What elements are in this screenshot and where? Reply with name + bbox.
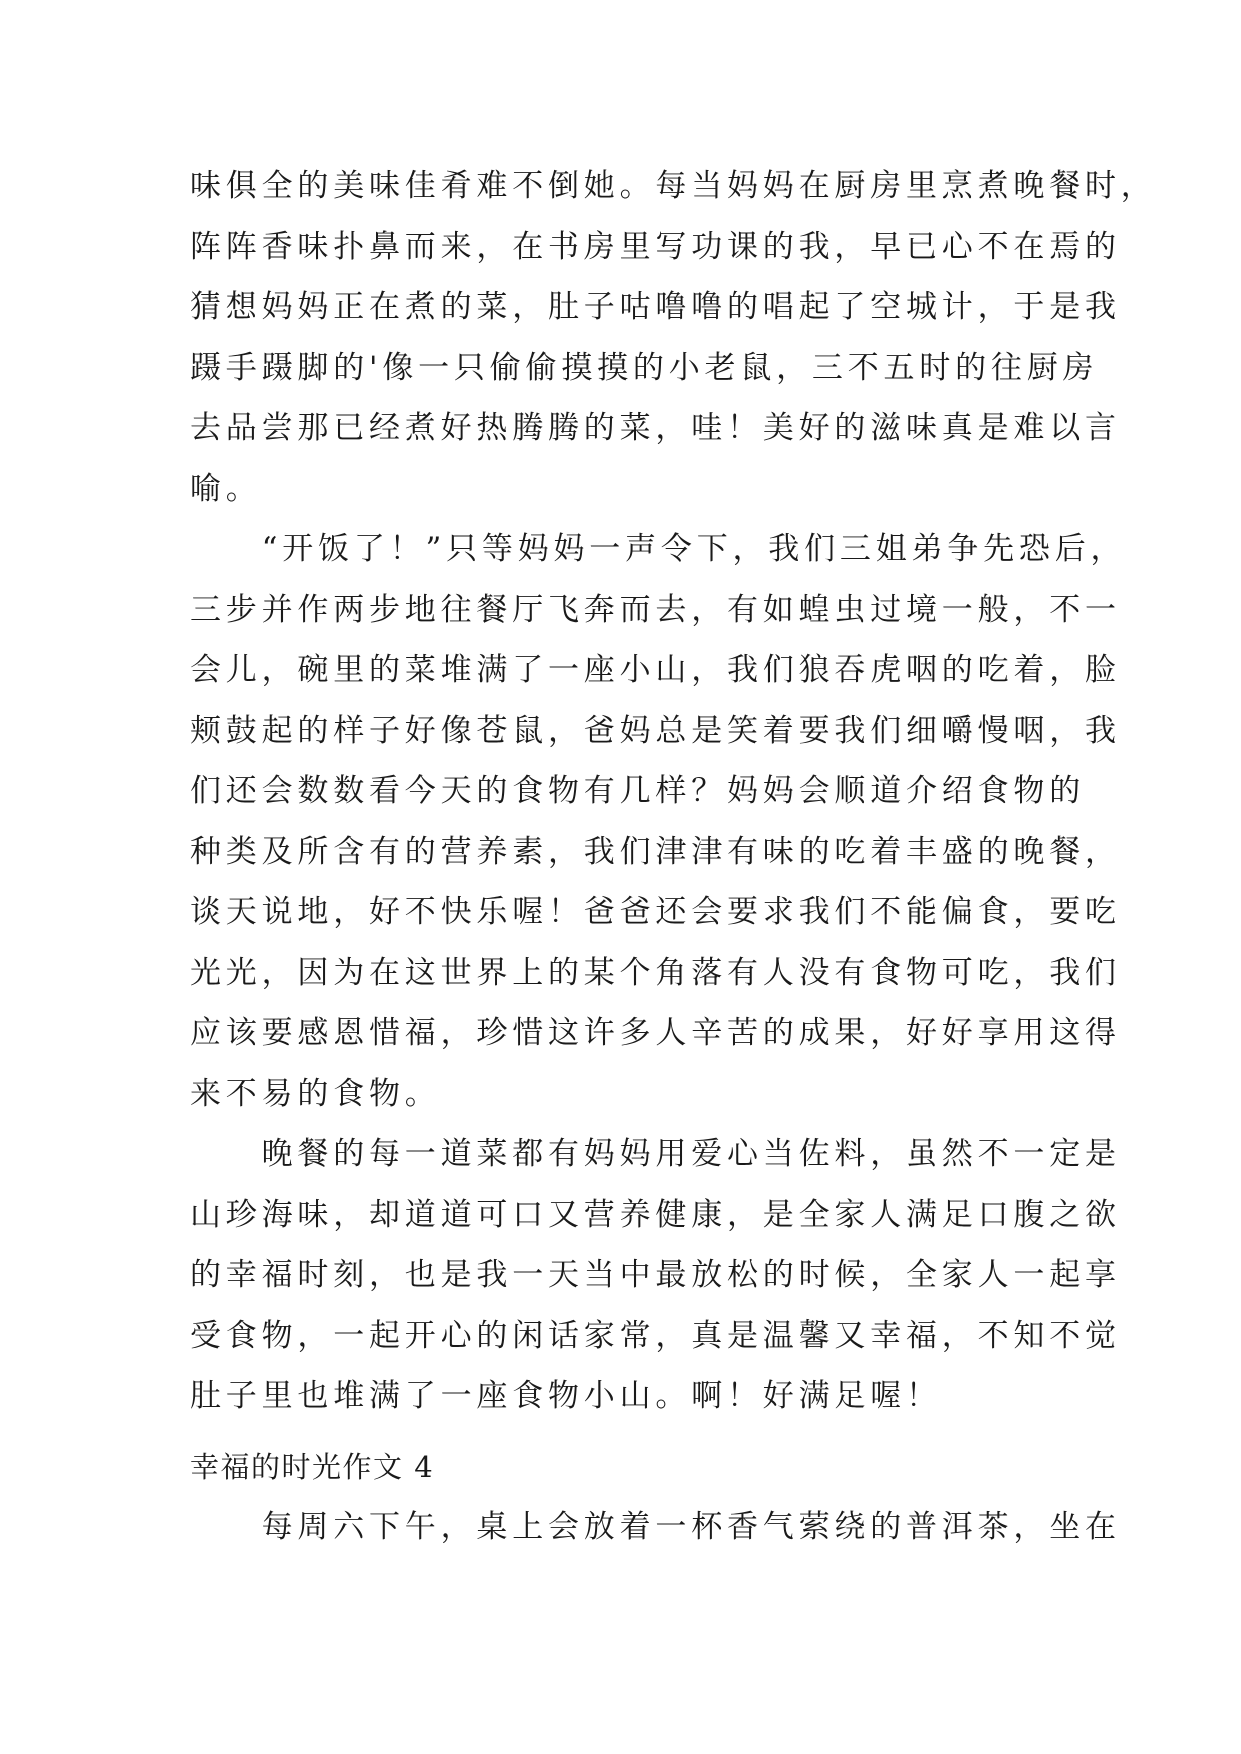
text-line: 会儿，碗里的菜堆满了一座小山，我们狼吞虎咽的吃着，脸 xyxy=(190,652,1121,688)
text-line: 光光，因为在这世界上的某个角落有人没有食物可吃，我们 xyxy=(190,954,1121,991)
text-line: 山珍海味，却道道可口又营养健康，是全家人满足口腹之欲 xyxy=(190,1196,1121,1233)
text-line: 阵阵香味扑鼻而来，在书房里写功课的我，早已心不在焉的 xyxy=(190,228,1121,265)
text-line: 种类及所含有的营养素，我们津津有味的吃着丰盛的晚餐， xyxy=(190,833,1121,870)
text-line: 们还会数数看今天的食物有几样？妈妈会顺道介绍食物的 xyxy=(190,773,1085,809)
paragraph-2 xyxy=(190,519,1127,1124)
text-line: 去品尝那已经煮好热腾腾的菜，哇！美好的滋味真是难以言 xyxy=(190,410,1121,446)
text-line: “开饭了！”只等妈妈一声令下，我们三姐弟争先恐后， xyxy=(190,531,1127,567)
text-line: 每周六下午，桌上会放着一杯香气萦绕的普洱茶，坐在 xyxy=(190,1509,1121,1545)
text-line: 三步并作两步地往餐厅飞奔而去，有如蝗虫过境一般，不一 xyxy=(190,591,1121,628)
text-line: 喻。 xyxy=(190,470,262,507)
text-line: 猜想妈妈正在煮的菜，肚子咕噜噜的唱起了空城计，于是我 xyxy=(190,289,1121,325)
text-line: 晚餐的每一道菜都有妈妈用爱心当佐料，虽然不一定是 xyxy=(190,1136,1121,1172)
text-line: 颊鼓起的样子好像苍鼠，爸妈总是笑着要我们细嚼慢咽，我 xyxy=(190,712,1121,749)
text-line: 的幸福时刻，也是我一天当中最放松的时候，全家人一起享 xyxy=(190,1257,1121,1293)
section-heading: 幸福的时光作文 4 xyxy=(190,1450,435,1484)
text-line: 应该要感恩惜福，珍惜这许多人辛苦的成果，好好享用这得 xyxy=(190,1015,1121,1051)
text-line: 谈天说地，好不快乐喔！爸爸还会要求我们不能偏食，要吃 xyxy=(190,894,1121,930)
text-line: 味俱全的美味佳肴难不倒她。每当妈妈在厨房里烹煮晚餐时， xyxy=(190,168,1157,204)
text-line: 来不易的食物。 xyxy=(190,1075,441,1112)
text-line: 蹑手蹑脚的'像一只偷偷摸摸的小老鼠，三不五时的往厨房 xyxy=(190,349,1099,386)
text-line: 肚子里也堆满了一座食物小山。啊！好满足喔！ xyxy=(190,1378,942,1414)
paragraph-3 xyxy=(190,1124,1121,1427)
paragraph-1 xyxy=(190,156,1157,519)
text-line: 受食物，一起开心的闲话家常，真是温馨又幸福，不知不觉 xyxy=(190,1317,1121,1354)
paragraph-4 xyxy=(190,1497,1121,1558)
